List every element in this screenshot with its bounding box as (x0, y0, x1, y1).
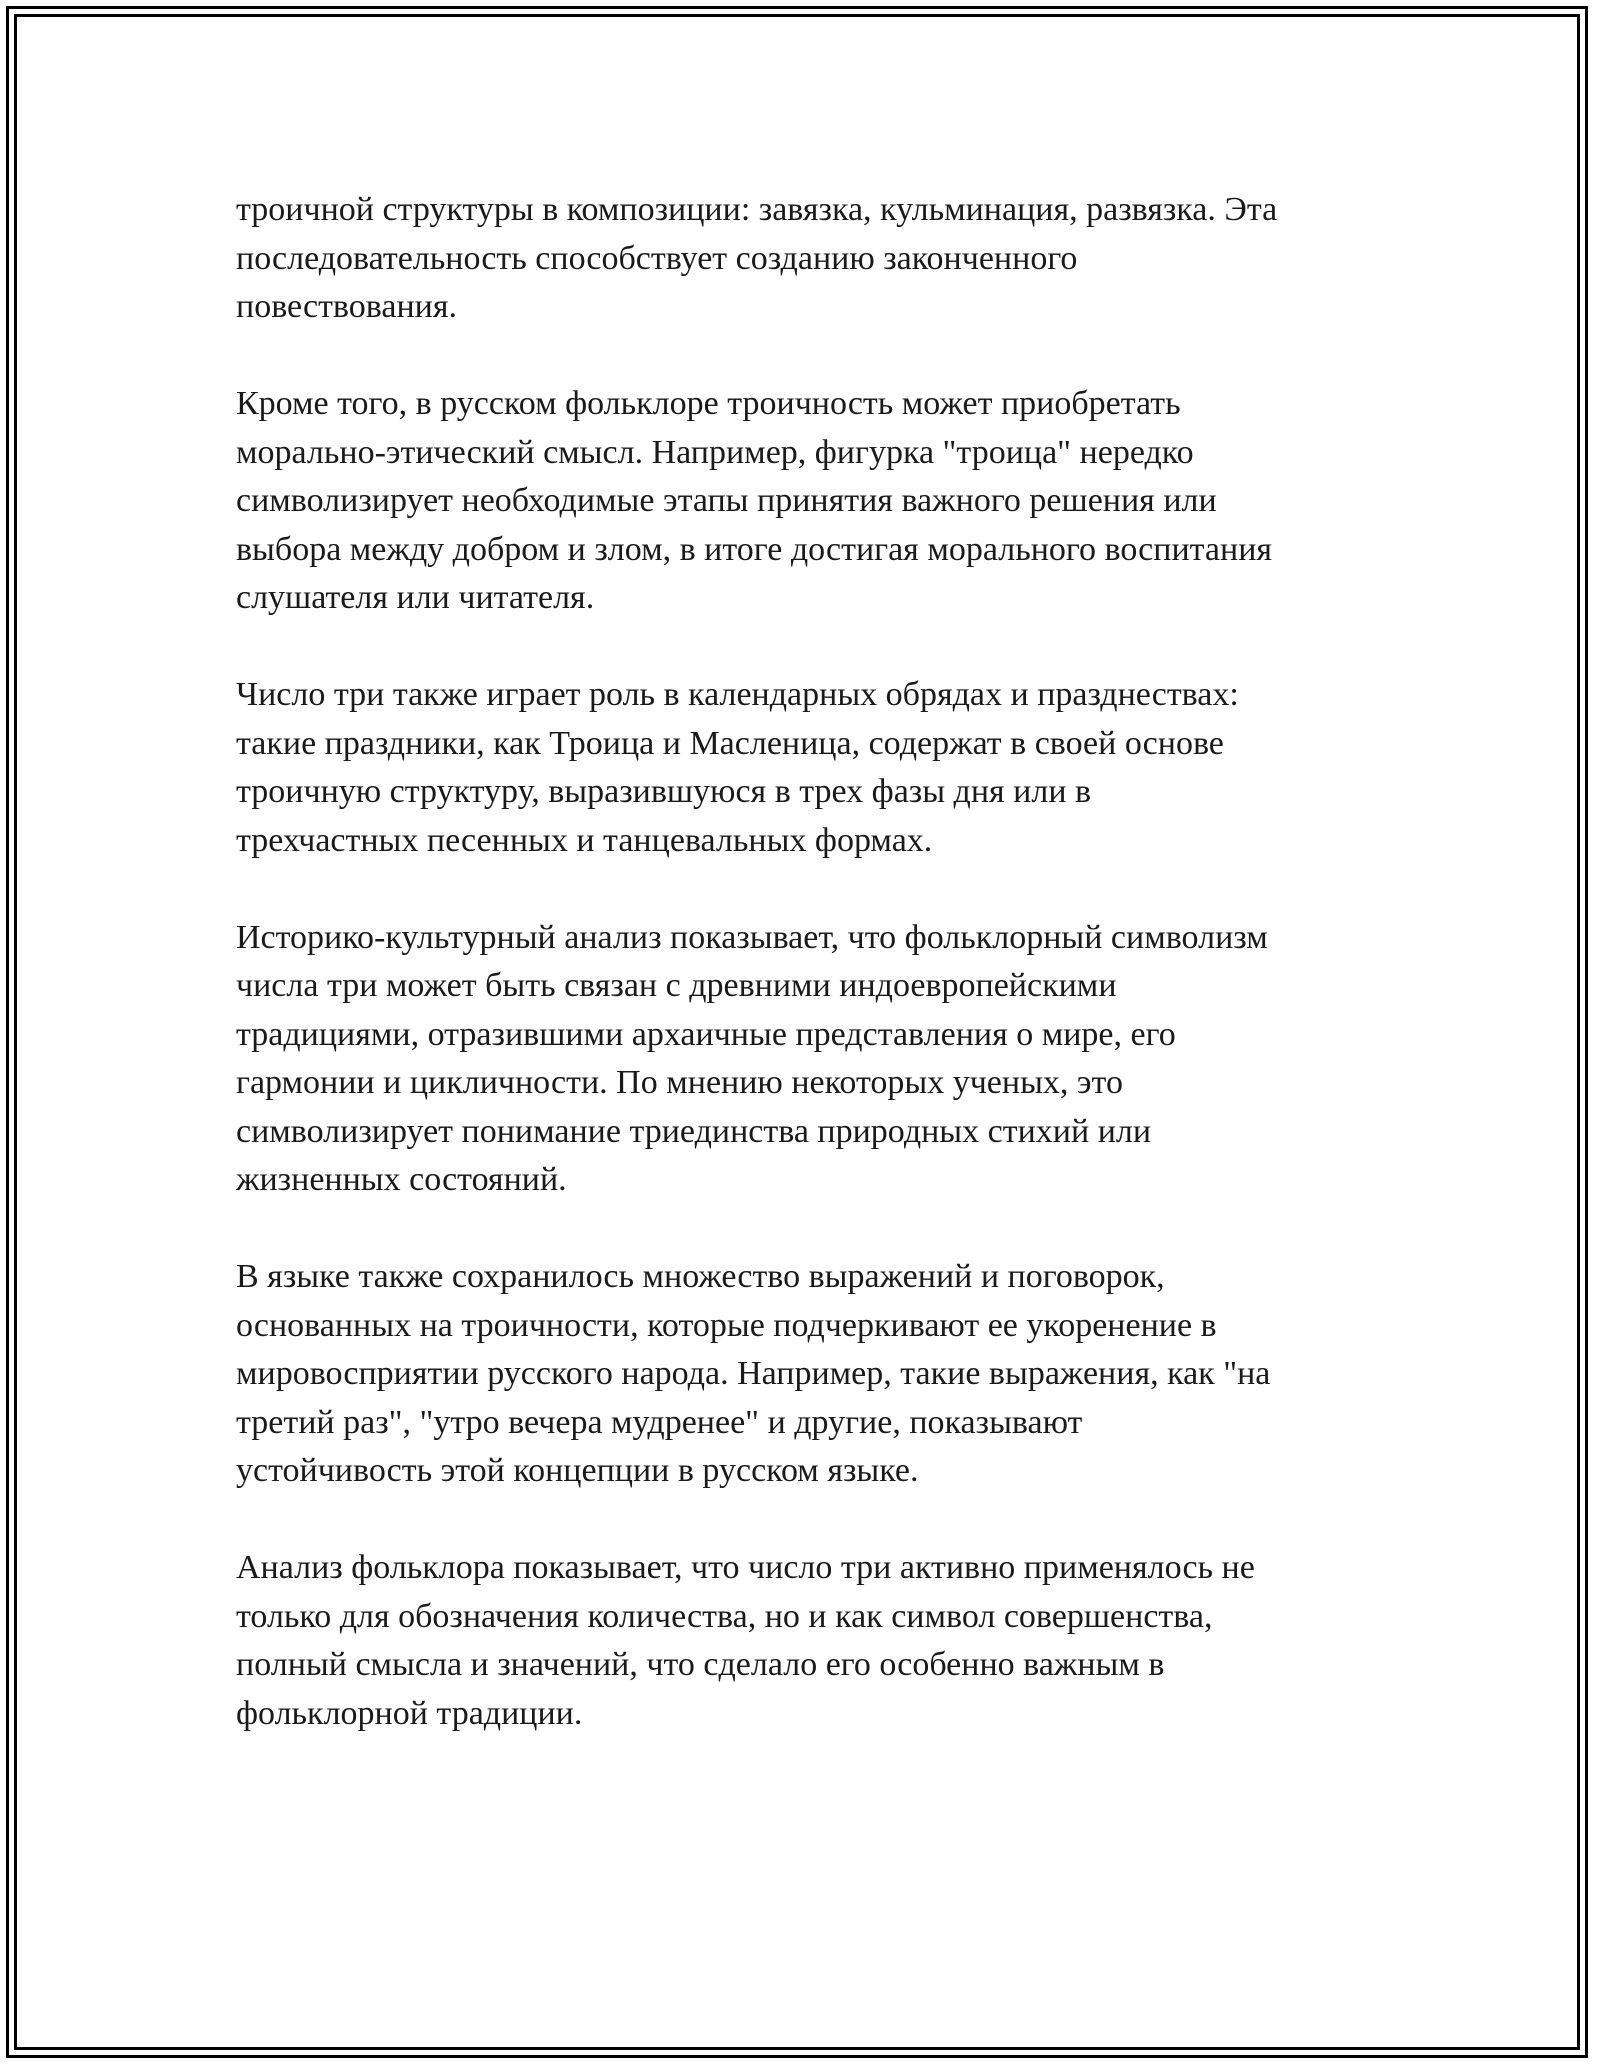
text-line: последовательность способствует созданию законченного (236, 239, 1078, 277)
text-line: трехчастных песенных и танцевальных формах. (236, 821, 933, 859)
paragraph (236, 1544, 1386, 1738)
text-line: выбора между добром и злом, в итоге достигая морального воспитания (236, 530, 1273, 568)
paragraph (236, 186, 1386, 332)
text-line: символизирует понимание триединства природных стихий или (236, 1112, 1152, 1150)
text-line: слушателя или читателя. (236, 579, 595, 616)
text-line: третий раз", "утро вечера мудренее" и другие, показывают (236, 1403, 1083, 1441)
paragraph (236, 380, 1386, 623)
text-line: В языке также сохранилось множество выражений и поговорок, (236, 1258, 1165, 1295)
text-line: Анализ фольклора показывает, что число три активно применялось не (236, 1549, 1255, 1586)
text-line: традициями, отразившими архаичные представления о мире, его (236, 1015, 1176, 1053)
document-body (236, 186, 1386, 1787)
text-line: устойчивость этой концепции в русском языке. (236, 1452, 919, 1489)
text-line: повествования. (236, 288, 457, 325)
paragraph (236, 914, 1386, 1205)
text-line: гармонии и цикличности. По мнению некоторых ученых, это (236, 1064, 1123, 1101)
text-line: основанных на троичности, которые подчеркивают ее укоренение в (236, 1306, 1217, 1344)
paragraph (236, 1253, 1386, 1496)
text-line: морально-этический смысл. Например, фигурка "троица" нередко (236, 433, 1194, 471)
text-line: числа три может быть связан с древними индоевропейскими (236, 967, 1117, 1004)
text-line: полный смысла и значений, что сделало его особенно важным в (236, 1646, 1165, 1683)
text-line: жизненных состояний. (236, 1161, 567, 1198)
text-line: Кроме того, в русском фольклоре троичность может приобретать (236, 385, 1181, 422)
text-line: фольклорной традиции. (236, 1694, 583, 1732)
text-line: такие праздники, как Троица и Масленица, содержат в своей основе (236, 724, 1224, 762)
text-line: мировосприятии русского народа. Например, такие выражения, как "на (236, 1355, 1271, 1392)
text-line: троичной структуры в композиции: завязка, кульминация, развязка. Эта (236, 191, 1278, 228)
text-line: троичную структуру, выразившуюся в трех фазы дня или в (236, 773, 1092, 810)
text-line: Число три также играет роль в календарных обрядах и празднествах: (236, 676, 1239, 713)
text-line: только для обозначения количества, но и как символ совершенства, (236, 1597, 1213, 1635)
text-line: Историко-культурный анализ показывает, что фольклорный символизм (236, 918, 1268, 956)
text-line: символизирует необходимые этапы принятия важного решения или (236, 482, 1217, 519)
paragraph (236, 671, 1386, 865)
